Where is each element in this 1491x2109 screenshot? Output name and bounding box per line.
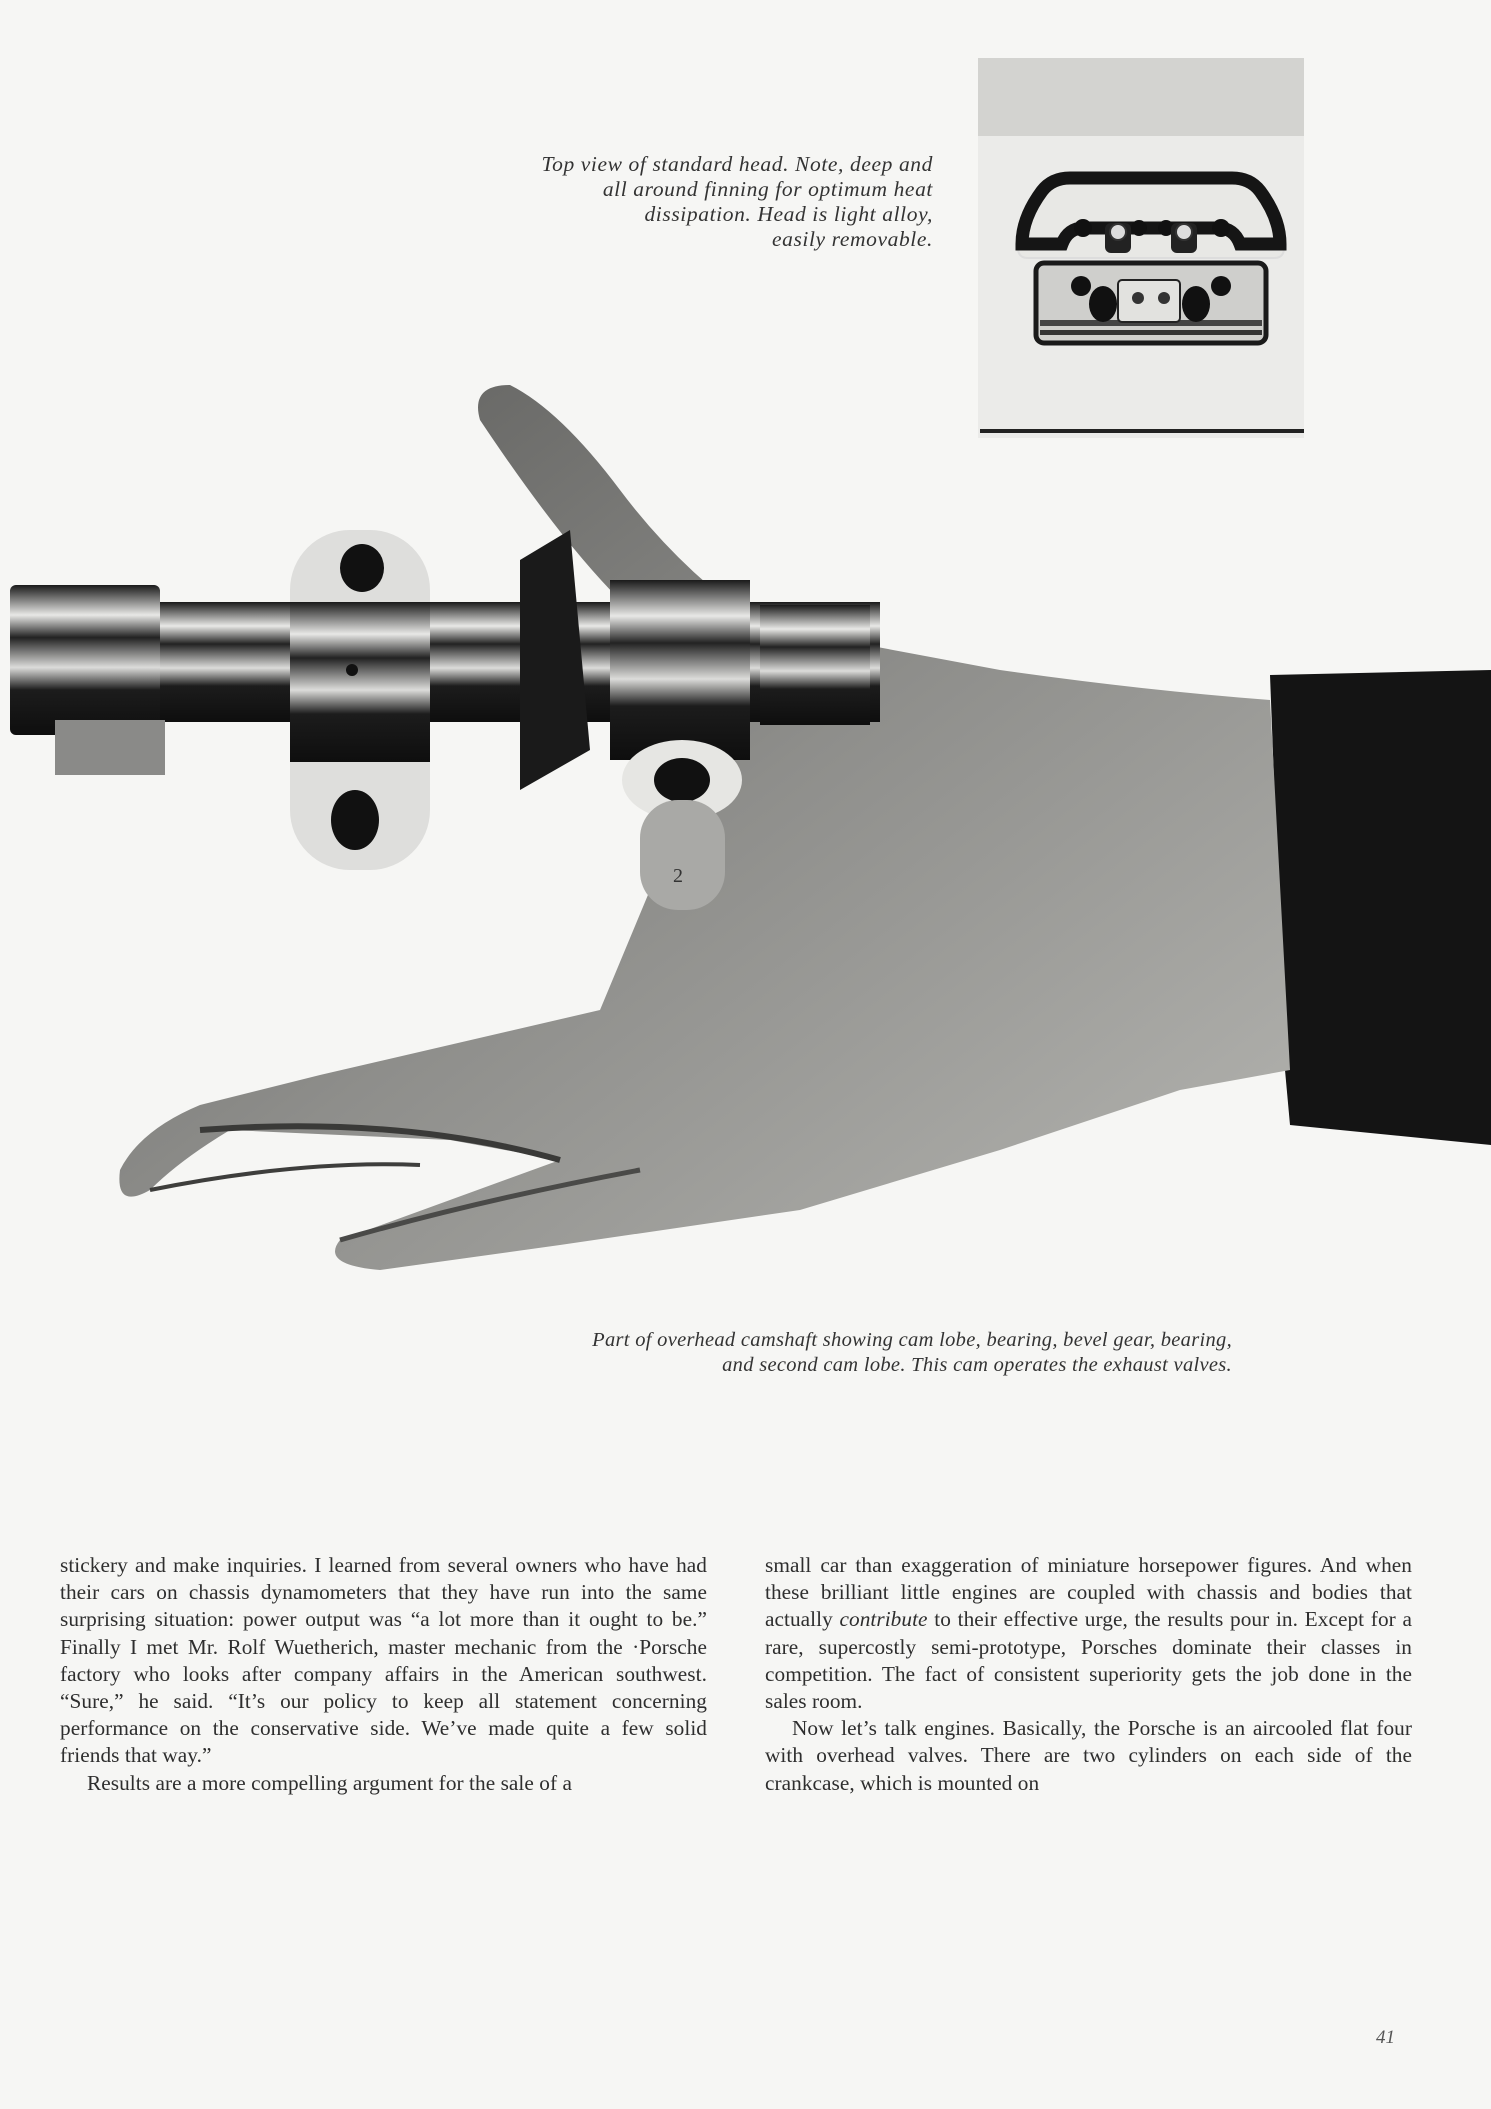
camshaft-caption <box>400 1328 1232 1378</box>
paragraph: Results are a more compelling argument for the sale of a <box>87 1770 572 1795</box>
paragraph <box>765 1552 1412 1715</box>
paragraph: Now let’s talk engines. Basically, the Porsche is an aircooled flat four with overhead valves. There are two cylinders on each side of the crankcase, which is mounted on <box>765 1716 1412 1795</box>
part-number-marking: 2 <box>673 865 683 887</box>
text-run: small car than exaggeration of miniature horsepower figures. And when these brilliant little engines are coupled with chassis and bodies that actually <box>765 1553 1412 1632</box>
article-column-right <box>765 1552 1412 1797</box>
caption-line: and second cam lobe. This cam operates the exhaust valves. <box>722 1354 1232 1376</box>
article-column-left <box>60 1552 707 1797</box>
caption-line: easily removable. <box>771 227 933 251</box>
caption-line: all around finning for optimum heat <box>602 177 933 201</box>
cylinder-head-caption <box>455 152 933 252</box>
emphasis: contribute <box>839 1607 928 1632</box>
caption-line: Part of overhead camshaft showing cam lobe, bearing, bevel gear, bearing, <box>592 1329 1232 1351</box>
caption-line: dissipation. Head is light alloy, <box>644 202 933 226</box>
page-number: 41 <box>1376 2027 1395 2048</box>
caption-line: Top view of standard head. Note, deep and <box>541 152 933 176</box>
camshaft-in-hand-photo <box>0 370 1491 1280</box>
text-run: to their effective urge, the results pour in. Except for a rare, supercostly semi-prototype, Porsches dominate their classes in competition. The fact of consistent superiority gets the job done in the sales room. <box>765 1607 1412 1714</box>
paragraph: stickery and make inquiries. I learned from several owners who have had their cars on chassis dynamometers that they have run into the same surprising situation: power output was “a lot more than it ought to be.” Finally I met Mr. Rolf Wuetherich, master mechanic from the ·Porsche factory who looks after company affairs in the American southwest. “Sure,” he said. “It’s our policy to keep all statement concerning performance on the conservative side. We’ve made quite a few solid friends that way.” <box>60 1553 707 1768</box>
camshaft-hand-illustration <box>0 370 1491 1280</box>
